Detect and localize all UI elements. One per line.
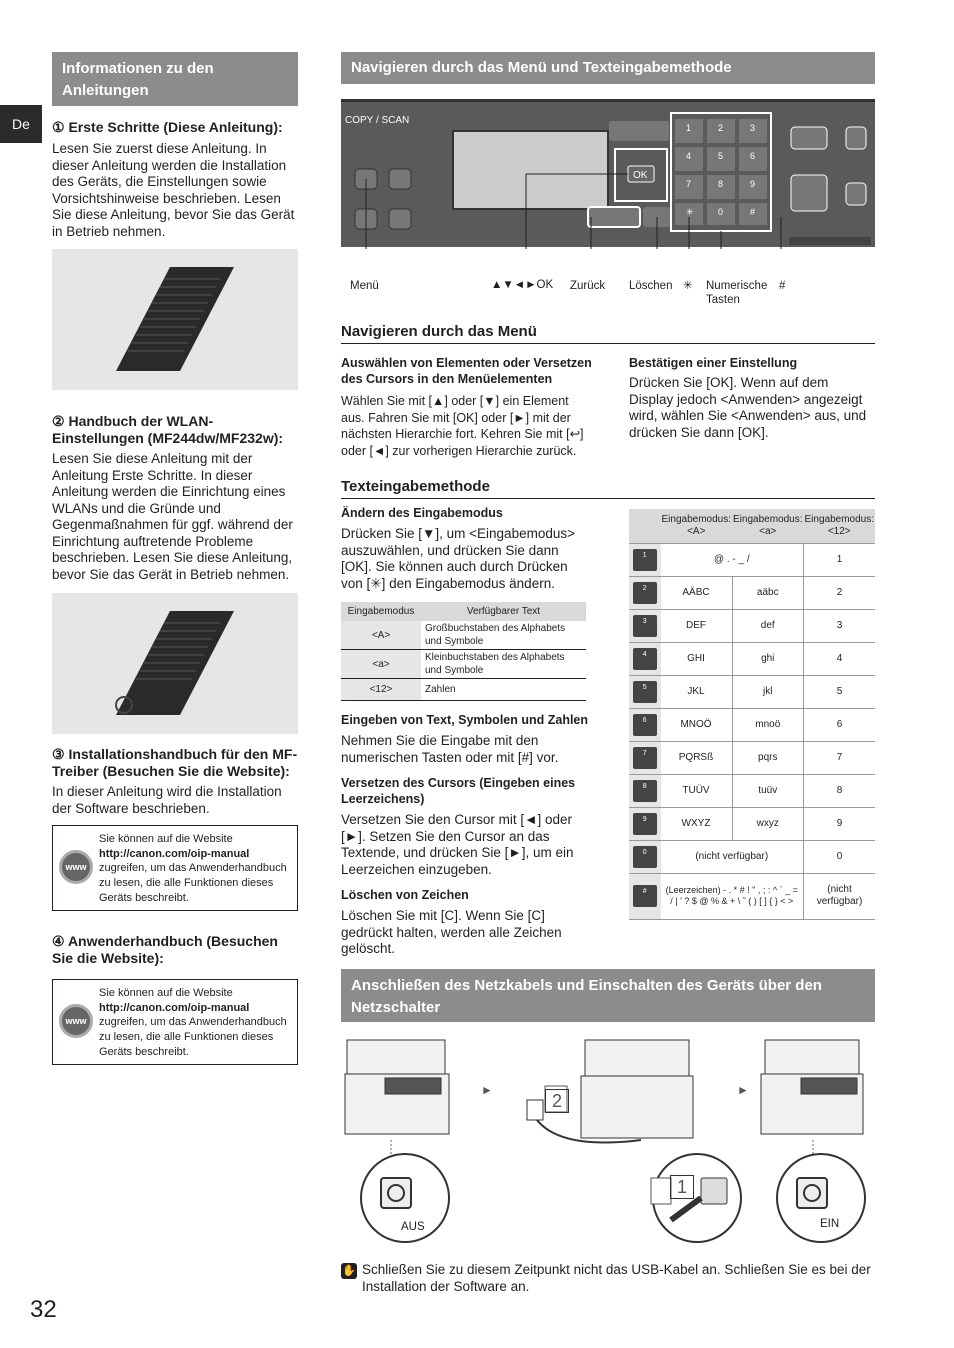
table-row: # (Leerzeichen) - . * # ! " , ; : ^ ` _ = / | ' ? $ @ % & + \ ˜ ( ) [ ] { } < > (nicht verfügbar) <box>629 873 875 919</box>
mode-table-header-mode: Eingabemodus <box>341 602 421 621</box>
table-row: <A> Großbuchstaben des Alphabets und Symbole <box>341 621 586 650</box>
language-tab: De <box>0 105 42 143</box>
label-aus: AUS <box>401 1221 425 1233</box>
key-hash-icon: # <box>633 885 657 907</box>
svg-text:✳: ✳ <box>686 207 694 217</box>
booklet-illustration-2 <box>52 593 298 734</box>
item-2-title: Handbuch der WLAN-Einstellungen (MF244dw/MF232w): <box>52 413 284 446</box>
svg-text:4: 4 <box>686 151 692 161</box>
svg-text:6: 6 <box>750 151 756 161</box>
svg-text:8: 8 <box>718 179 724 189</box>
key-7-icon: 7 <box>633 747 657 769</box>
key-8-icon: 8 <box>633 780 657 802</box>
usb-note-text: Schließen Sie zu diesem Zeitpunkt nicht das USB-Kabel an. Schließen Sie es bei der Installation der Software an. <box>362 1262 871 1294</box>
mode-table-header-text: Verfügbarer Text <box>421 602 586 621</box>
key-table-header-12: Eingabemodus: <12> <box>804 509 876 543</box>
item-number-2: ② <box>52 413 65 429</box>
delete-block <box>341 887 593 958</box>
nav-confirm-text: Drücken Sie [OK]. Wenn auf dem Display jedoch <Anwenden> angezeigt wird, wählen Sie <Anwenden> aus, und drücken Sie dann [OK]. <box>629 375 867 440</box>
nav-heading: Navigieren durch das Menü <box>341 323 875 344</box>
left-banner-title: Informationen zu den Anleitungen <box>62 60 214 99</box>
label-menu: Menü <box>350 280 379 292</box>
change-mode-text: Drücken Sie [▼], um <Eingabemodus> auszuwählen, und drücken Sie dann [OK]. Sie können auch durch Drücken von [✳] den Eingabemodus ändern. <box>341 526 575 591</box>
www-icon: www <box>59 850 93 884</box>
key-4-icon: 4 <box>633 648 657 670</box>
item-4-title: Anwenderhandbuch (Besuchen Sie die Website): <box>52 933 278 966</box>
right-banner <box>341 52 875 84</box>
svg-text:1: 1 <box>686 123 692 133</box>
item-number-1: ① <box>52 119 65 135</box>
svg-text:2: 2 <box>718 123 724 133</box>
label-back: Zurück <box>570 280 606 292</box>
control-panel-illustration <box>341 99 875 249</box>
svg-text:5: 5 <box>718 151 724 161</box>
right-banner-title: Navigieren durch das Menü und Texteingabemethode <box>351 59 732 76</box>
nav-select-title: Auswählen von Elementen oder Versetzen des Cursors in den Menüelementen <box>341 356 592 386</box>
item-1-text: Lesen Sie zuerst diese Anleitung. In dieser Anleitung werden die Installation des Geräts, die Einstellungen sowie Vorsichtshinweise beschrieben. Lesen Sie diese Anleitung, bevor Sie das Gerät in Betrieb nehmen. <box>52 141 295 239</box>
label-ein: EIN <box>820 1218 840 1230</box>
manual-url-link[interactable]: http://canon.com/oip-manual <box>99 1001 250 1014</box>
table-row: 0 (nicht verfügbar) 0 <box>629 840 875 873</box>
item-number-4: ④ <box>52 933 65 949</box>
table-row: 1 @ . - _ / 1 <box>629 543 875 576</box>
mode-table <box>341 602 586 701</box>
table-row: 8 TUÜV tuüv 8 <box>629 774 875 807</box>
manual-item-4 <box>52 933 300 966</box>
nav-confirm-title: Bestätigen einer Einstellung <box>629 356 798 370</box>
svg-text:9: 9 <box>750 179 756 189</box>
svg-text:3: 3 <box>750 123 756 133</box>
table-row: 3 DEF def 3 <box>629 609 875 642</box>
delete-title: Löschen von Zeichen <box>341 888 469 902</box>
cursor-text: Versetzen Sie den Cursor mit [◄] oder [►]. Setzen Sie den Cursor an das Textende, und drücken Sie [►], um ein Leerzeichen einzugeben. <box>341 812 574 877</box>
cursor-title: Versetzen des Cursors (Eingeben eines Leerzeichens) <box>341 776 576 806</box>
item-1-title: Erste Schritte (Diese Anleitung): <box>68 119 283 135</box>
booklet-illustration <box>52 249 298 390</box>
nav-confirm-block <box>629 355 875 441</box>
key-0-icon: 0 <box>633 846 657 868</box>
usb-note <box>341 1262 875 1295</box>
table-row: 5 JKL jkl 5 <box>629 675 875 708</box>
manual-item-2 <box>52 413 300 583</box>
manual-item-1 <box>52 119 300 240</box>
table-row: 7 PQRSß pqrs 7 <box>629 741 875 774</box>
key-6-icon: 6 <box>633 714 657 736</box>
enter-text-text: Nehmen Sie die Eingabe mit den numerischen Tasten oder mit [#] vor. <box>341 733 559 765</box>
manual-url-link[interactable]: http://canon.com/oip-manual <box>99 847 250 860</box>
power-steps-svg <box>341 1030 875 1250</box>
svg-text:#: # <box>750 207 756 217</box>
text-input-heading: Texteingabemethode <box>341 478 875 499</box>
table-row: 2 AÄBC aäbc 2 <box>629 576 875 609</box>
enter-text-block <box>341 712 593 766</box>
power-banner-title: Anschließen des Netzkabels und Einschalten des Geräts über den Netzschalter <box>351 977 822 1016</box>
ok-key: OK <box>633 170 648 181</box>
caution-hand-icon: ✋ <box>342 1265 356 1277</box>
enter-text-title: Eingeben von Text, Symbolen und Zahlen <box>341 713 589 727</box>
key-table-header-A: Eingabemodus: <A> <box>661 509 733 543</box>
arrow-icon-2: ► <box>737 1083 749 1097</box>
item-number-3: ③ <box>52 746 65 762</box>
manual-item-3 <box>52 746 300 817</box>
left-banner <box>52 52 298 106</box>
website-box-1: www Sie können auf die Website http://canon.com/oip-manual zugreifen, um das Anwenderhandbuch zu lesen, die alle Funktionen dieses Geräts beschreibt. <box>52 825 298 911</box>
key-2-icon: 2 <box>633 582 657 604</box>
svg-text:7: 7 <box>686 179 692 189</box>
power-illustration <box>341 1030 875 1250</box>
table-row: <a> Kleinbuchstaben des Alphabets und Symbole <box>341 650 586 679</box>
copy-scan-label: COPY / SCAN <box>345 115 410 126</box>
delete-text: Löschen Sie mit [C]. Wenn Sie [C] gedrückt halten, werden alle Zeichen gelöscht. <box>341 908 562 956</box>
key-5-icon: 5 <box>633 681 657 703</box>
arrow-icon-1: ► <box>481 1083 493 1097</box>
website-box-2: www Sie können auf die Website http://canon.com/oip-manual zugreifen, um das Anwenderhandbuch zu lesen, die alle Funktionen dieses Geräts beschreibt. <box>52 979 298 1065</box>
nav-select-text: Wählen Sie mit [▲] oder [▼] ein Element aus. Fahren Sie mit [OK] oder [►] mit der nächsten Hierarchie fort. Kehren Sie mit [↩] oder [◄] zur vorherigen Hierarchie zurück. <box>341 394 584 458</box>
table-row: 4 GHI ghi 4 <box>629 642 875 675</box>
key-3-icon: 3 <box>633 615 657 637</box>
booklet-image-1 <box>52 249 298 390</box>
table-row: 9 WXYZ wxyz 9 <box>629 807 875 840</box>
power-banner <box>341 969 875 1022</box>
item-2-text: Lesen Sie diese Anleitung mit der Anleitung Erste Schritte. In dieser Anleitung werden die Einrichtung eines WLANs und die Gründe und Gegenmaßnahmen für ggf. während der Einrichtung auftretende Probleme beschrieben. Lesen Sie diese Anleitung, bevor Sie das Gerät in Betrieb nehmen. <box>52 451 293 582</box>
label-arrows-ok: ▲▼◄►OK <box>491 279 554 291</box>
table-row: 6 MNOÖ mnoö 6 <box>629 708 875 741</box>
control-panel-svg <box>341 99 875 249</box>
table-row: <12> Zahlen <box>341 679 586 701</box>
step-2-marker: 2 <box>545 1089 569 1113</box>
item-3-title: Installationshandbuch für den MF-Treiber (Besuchen Sie die Website): <box>52 746 298 779</box>
key-1-icon: 1 <box>633 549 657 571</box>
label-hash: # <box>779 280 786 292</box>
cursor-block <box>341 775 593 878</box>
change-mode-title: Ändern des Eingabemodus <box>341 506 503 520</box>
change-mode-block <box>341 506 593 592</box>
nav-select-block <box>341 355 593 459</box>
label-star: ✳ <box>683 280 693 292</box>
label-numeric-keys: Numerische Tasten <box>706 280 768 306</box>
page-number: 32 <box>30 1296 57 1323</box>
step-1-marker: 1 <box>670 1175 694 1199</box>
www-icon: www <box>59 1004 93 1038</box>
svg-text:0: 0 <box>718 207 724 217</box>
item-3-text: In dieser Anleitung wird die Installation der Software beschrieben. <box>52 784 282 816</box>
key-9-icon: 9 <box>633 813 657 835</box>
booklet-image-2 <box>52 593 298 734</box>
key-mapping-table <box>629 509 875 920</box>
label-clear: Löschen <box>629 280 673 292</box>
key-table-header-a: Eingabemodus: <a> <box>732 509 804 543</box>
